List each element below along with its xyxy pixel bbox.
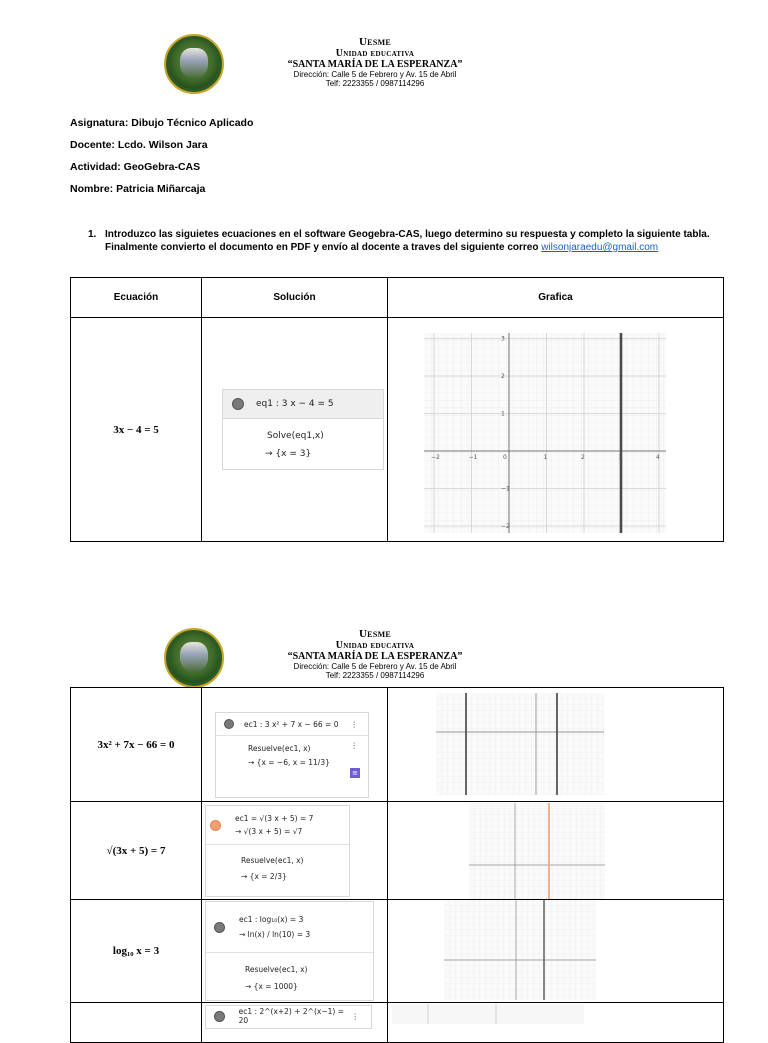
visibility-toggle-icon[interactable] <box>224 719 234 729</box>
graph-plot-3 <box>469 803 605 899</box>
equation-cell-4: log₁₀ x = 3 <box>71 900 202 1003</box>
school-type: Unidad educativa <box>335 48 415 59</box>
keyboard-icon[interactable]: ≡ <box>350 768 360 778</box>
cas-result: → {x = 3} <box>265 449 312 459</box>
cas-panel-2 <box>215 712 369 798</box>
cas-panel <box>222 389 384 470</box>
cas-result: → {x = 2/3} <box>241 872 287 881</box>
x-tick-label: 3 <box>618 454 623 461</box>
x-tick-label: −1 <box>468 454 478 461</box>
school-header-2 <box>250 628 500 680</box>
equation-cell-2: 3x² + 7x − 66 = 0 <box>71 688 202 802</box>
cas-panel-3 <box>205 805 350 897</box>
x-tick-label: 1 <box>543 454 548 461</box>
school-logo <box>164 34 224 94</box>
more-options-icon[interactable]: ⋮ <box>351 1011 359 1021</box>
cas-input[interactable]: eq1 : 3 x − 4 = 5 <box>256 399 334 409</box>
col-equation-header: Ecuación <box>71 278 202 318</box>
instruction <box>88 228 728 254</box>
equations-table-2 <box>70 687 724 1043</box>
cas-command[interactable]: Resuelve(ec1, x) <box>248 744 311 753</box>
y-tick-label: 3 <box>501 335 505 343</box>
cas-output: → ln(x) / ln(10) = 3 <box>239 930 311 939</box>
cas-input[interactable]: ec1 = √(3 x + 5) = 7 <box>235 814 314 823</box>
school-header <box>250 36 500 88</box>
school-short-2: Uesme <box>358 628 392 640</box>
graph-plot-2 <box>436 693 604 795</box>
cas-panel-5 <box>205 1005 372 1029</box>
school-type-2: Unidad educativa <box>335 640 415 651</box>
cas-result: → {x = −6, x = 11/3} <box>248 758 330 767</box>
graph-plot-5 <box>392 1004 584 1024</box>
school-phone-2: Telf: 2223355 / 0987114296 <box>325 671 425 680</box>
school-name-2: “SANTA MARÍA DE LA ESPERANZA” <box>287 651 463 662</box>
x-tick-label: 4 <box>656 454 660 461</box>
equation-cell: 3x − 4 = 5 <box>71 318 202 542</box>
col-solution-header: Solución <box>202 278 388 318</box>
instruction-line2: Finalmente convierto el documento en PDF y envío al docente a traves del siguiente correo <box>105 242 539 253</box>
cas-command[interactable]: Resuelve(ec1, x) <box>241 856 304 865</box>
cas-input[interactable]: ec1 : 2^(x+2) + 2^(x−1) = 20 <box>238 1007 344 1025</box>
teacher-line: Docente: Lcdo. Wilson Jara <box>70 139 208 151</box>
visibility-toggle-icon-orange[interactable] <box>210 820 221 831</box>
cas-panel-4 <box>205 901 374 1001</box>
cas-input[interactable]: ec1 : log₁₀(x) = 3 <box>239 915 304 924</box>
x-tick-label: −2 <box>431 454 440 461</box>
x-tick-label: 0 <box>503 454 507 461</box>
visibility-toggle-icon[interactable] <box>232 398 244 410</box>
y-tick-label: −1 <box>501 485 510 493</box>
subject-line: Asignatura: Dibujo Técnico Aplicado <box>70 117 254 129</box>
school-short: Uesme <box>358 36 392 48</box>
more-options-icon[interactable]: ⋮ <box>350 719 358 729</box>
school-address: Dirección: Calle 5 de Febrero y Av. 15 de Abril <box>293 70 457 79</box>
equation-cell-3: √(3x + 5) = 7 <box>71 802 202 900</box>
name-line: Nombre: Patricia Miñarcaja <box>70 183 206 195</box>
cas-output: → √(3 x + 5) = √7 <box>235 827 303 836</box>
instruction-number: 1. <box>88 229 97 240</box>
y-tick-label: 2 <box>501 373 505 380</box>
cas-command[interactable]: Resuelve(ec1, x) <box>245 965 308 974</box>
graph-plot <box>424 333 666 533</box>
col-graph-header: Grafica <box>388 278 724 318</box>
email-link[interactable]: wilsonjaraedu@gmail.com <box>541 242 659 253</box>
more-options-icon[interactable]: ⋮ <box>350 741 358 750</box>
school-phone: Telf: 2223355 / 0987114296 <box>325 79 425 88</box>
activity-line: Actividad: GeoGebra-CAS <box>70 161 201 173</box>
visibility-toggle-icon[interactable] <box>214 1011 225 1022</box>
cas-command[interactable]: Solve(eq1,x) <box>267 431 324 441</box>
graph-plot-4 <box>444 900 596 1000</box>
y-tick-label: −2 <box>501 523 510 530</box>
cas-result: → {x = 1000} <box>245 982 298 991</box>
school-logo-2 <box>164 628 224 688</box>
y-tick-label: 1 <box>501 410 505 418</box>
school-address-2: Dirección: Calle 5 de Febrero y Av. 15 de Abril <box>293 662 457 671</box>
visibility-toggle-icon[interactable] <box>214 922 225 933</box>
cas-input[interactable]: ec1 : 3 x² + 7 x − 66 = 0 <box>244 719 339 729</box>
instruction-line1: Introduzco las siguietes ecuaciones en el software Geogebra-CAS, luego determino su respuesta y completo la siguiente tabla. <box>105 229 710 240</box>
school-name: “SANTA MARÍA DE LA ESPERANZA” <box>287 59 463 70</box>
x-tick-label: 2 <box>581 454 585 461</box>
